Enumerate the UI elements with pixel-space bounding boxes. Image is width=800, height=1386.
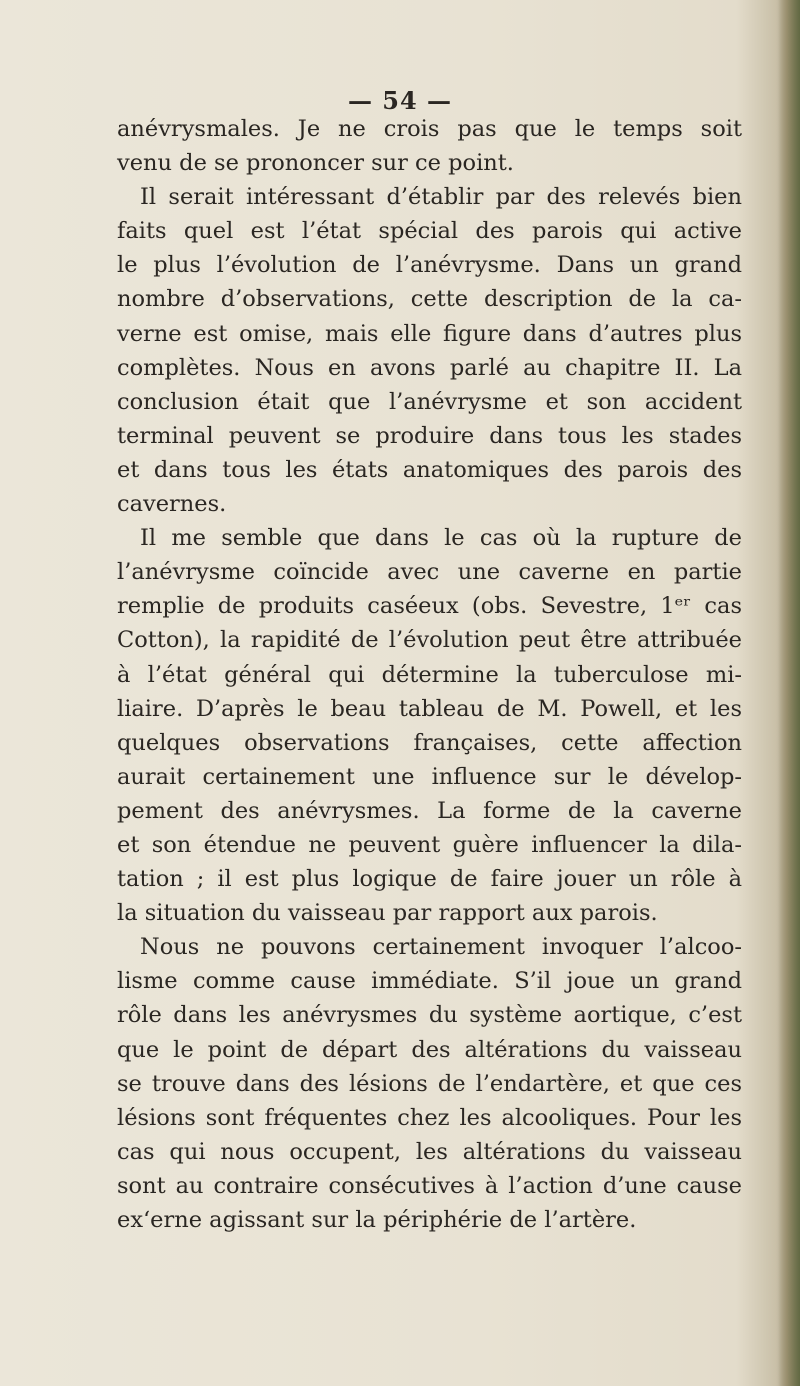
text-line: cas qui nous occupent, les altérations du vaisseau — [117, 1138, 742, 1165]
text-line: lésions sont fréquentes chez les alcooliques. Pour les — [117, 1104, 742, 1131]
text-line: anévrysmales. Je ne crois pas que le temps soit — [117, 116, 742, 142]
text-line: nombre d’observations, cette description de la ca- — [117, 286, 742, 313]
text-line: Il serait intéressant d’établir par des relevés bien — [140, 184, 742, 211]
text-line: Il me semble que dans le cas où la rupture de — [140, 525, 742, 552]
text-line: conclusion était que l’anévrysme et son accident — [117, 388, 742, 415]
text-line: que le point de départ des altérations du vaisseau — [117, 1036, 742, 1063]
page-edge-shadow — [778, 0, 800, 1386]
text-line: terminal peuvent se produire dans tous les stades — [117, 422, 742, 449]
text-line: rôle dans les anévrysmes du système aortique, c’est — [117, 1002, 742, 1029]
text-line: l’anévrysme coïncide avec une caverne en partie — [117, 559, 742, 586]
text-line: aurait certainement une influence sur le dévelop- — [117, 763, 742, 790]
text-line: complètes. Nous en avons parlé au chapitre II. La — [117, 354, 742, 381]
text-line: Cotton), la rapidité de l’évolution peut être attribuée — [117, 627, 742, 654]
text-line: venu de se prononcer sur ce point. — [117, 150, 514, 177]
text-line: verne est omise, mais elle figure dans d’autres plus — [117, 320, 742, 347]
text-line: remplie de produits caséeux (obs. Sevestre, 1ᵉʳ cas — [117, 593, 742, 620]
text-line: pement des anévrysmes. La forme de la caverne — [117, 797, 742, 824]
text-line: le plus l’évolution de l’anévrysme. Dans un grand — [117, 252, 742, 279]
text-line: cavernes. — [117, 491, 227, 518]
text-line: à l’état général qui détermine la tuberculose mi- — [117, 661, 742, 688]
text-line: ex‘erne agissant sur la périphérie de l’artère. — [117, 1207, 637, 1233]
text-line: faits quel est l’état spécial des parois qui active — [117, 218, 742, 245]
text-line: la situation du vaisseau par rapport aux parois. — [117, 900, 658, 927]
page-number: — 54 — — [347, 86, 453, 115]
text-line: sont au contraire consécutives à l’action d’une cause — [117, 1172, 742, 1199]
text-line: lisme comme cause immédiate. S’il joue un grand — [117, 968, 742, 995]
body-text — [117, 112, 742, 1237]
text-line: tation ; il est plus logique de faire jouer un rôle à — [117, 866, 742, 893]
text-line: et son étendue ne peuvent guère influencer la dila- — [117, 831, 742, 858]
text-line: quelques observations françaises, cette affection — [117, 729, 742, 756]
text-line: se trouve dans des lésions de l’endartère, et que ces — [117, 1070, 742, 1097]
text-line: liaire. D’après le beau tableau de M. Powell, et les — [117, 695, 742, 722]
text-line: et dans tous les états anatomiques des parois des — [117, 456, 742, 483]
text-line: Nous ne pouvons certainement invoquer l’alcoo- — [140, 934, 742, 961]
